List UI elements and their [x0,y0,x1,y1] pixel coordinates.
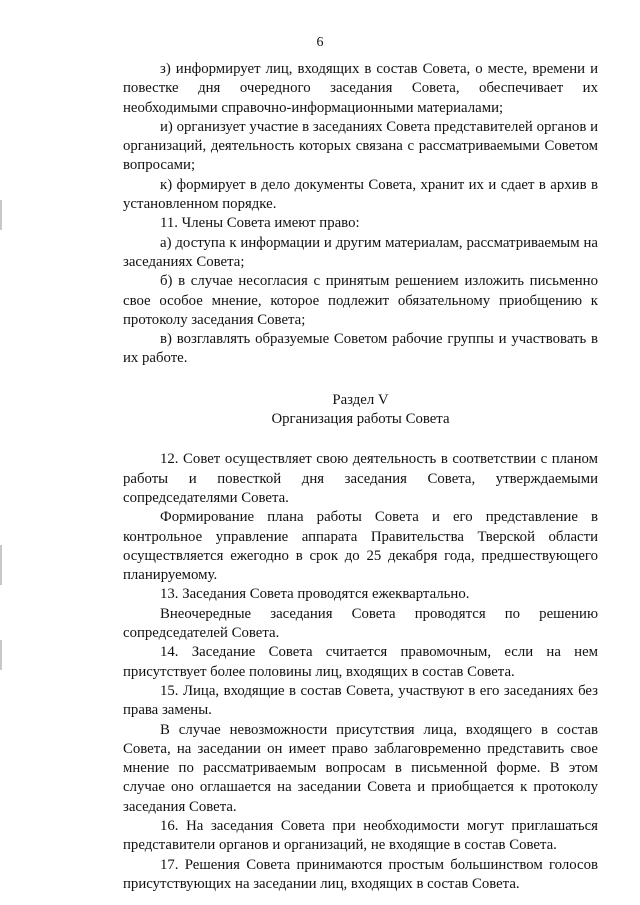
spacer [123,429,598,450]
paragraph: а) доступа к информации и другим материалам, рассматриваемым на заседаниях Совета; [123,234,598,270]
paragraph: 13. Заседания Совета проводятся ежеквартально. [160,586,470,603]
page-number: 6 [316,35,324,50]
scan-edge-mark [0,545,2,585]
section-number: Раздел V [332,391,389,408]
paragraph: и) организует участие в заседаниях Совета представителей органов и организаций, деятельность которых связана с рассматриваемыми Советом вопросами; [123,118,598,174]
paragraph: 16. На заседания Совета при необходимости могут приглашаться представители органов и организаций, не входящие в состав Совета. [123,817,598,854]
scan-edge-mark [0,640,2,670]
section-title: Организация работы Совета [271,411,450,428]
paragraph: 11. Члены Совета имеют право: [160,215,360,232]
paragraph: б) в случае несогласия с принятым решением изложить письменно свое особое мнение, которое подлежит обязательному приобщению к протоколу заседания Совета; [123,273,598,328]
paragraph: в) возглавлять образуемые Советом рабочие группы и участвовать в их работе. [123,331,598,367]
paragraph: 14. Заседание Совета считается правомочным, если на нем присутствует более половины лиц, входящих в состав Совета. [123,644,598,680]
document-body [123,60,598,894]
paragraph: з) информирует лиц, входящих в состав Совета, о месте, времени и повестке дня очередного заседания Совета, обеспечивает их необходимыми справочно-информационными материалами; [123,61,598,116]
paragraph: к) формирует в дело документы Совета, хранит их и сдает в архив в установленном порядке. [123,176,598,213]
paragraph: Формирование плана работы Совета и его представление в контрольное управление аппарата Правительства Тверской области осуществляется ежегодно в срок до 25 декабря года, предшествующего планируемому. [123,509,598,584]
paragraph: 12. Совет осуществляет свою деятельность в соответствии с планом работы и повесткой дня заседания Совета, утверждаемыми сопредседателями Совета. [123,451,598,506]
scan-edge-mark [0,200,2,230]
paragraph: 17. Решения Совета принимаются простым большинством голосов присутствующих на заседании лиц, входящих в состав Совета. [123,856,598,892]
spacer [123,369,598,391]
paragraph: В случае невозможности присутствия лица, входящего в состав Совета, на заседании он имеет право заблаговременно представить свое мнение по рассматриваемым вопросам в письменной форме. В этом случае оно оглашается на заседании Совета и приобщается к протоколу заседания Совета. [123,721,598,815]
paragraph: 15. Лица, входящие в состав Совета, участвуют в его заседаниях без права замены. [123,682,598,719]
paragraph: Внеочередные заседания Совета проводятся по решению сопредседателей Совета. [123,605,598,642]
